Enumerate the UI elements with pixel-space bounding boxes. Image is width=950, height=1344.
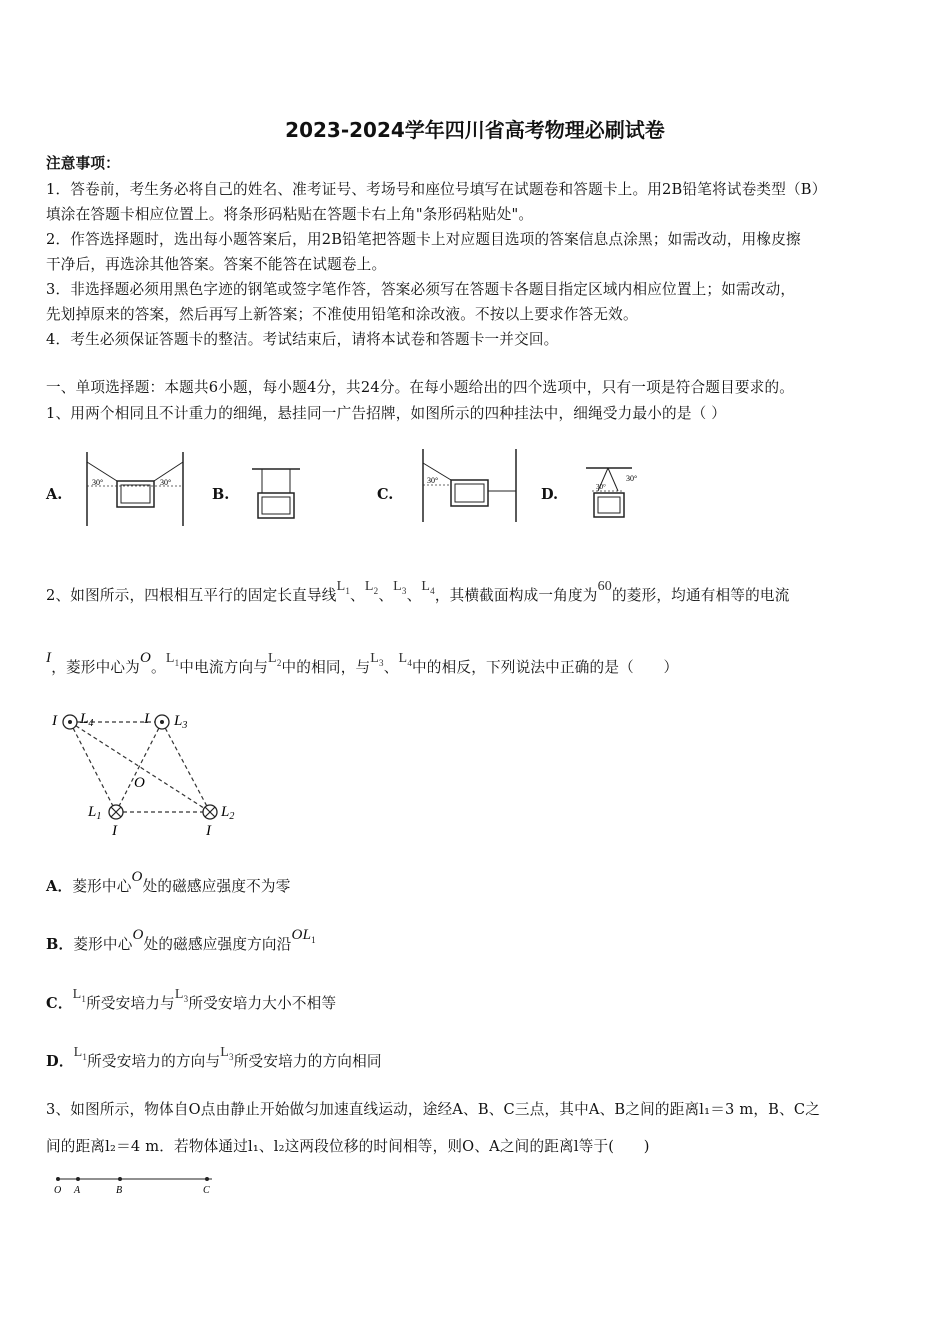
notice-line: 干净后，再选涂其他答案。答案不能答在试题卷上。 [46,256,387,273]
current-label: I [144,711,149,727]
q2-text: 2、如图所示，四根相互平行的固定长直导线 [46,587,337,604]
center-label: O [134,775,145,791]
notice-line: 1．答卷前，考生务必将自己的姓名、准考证号、考场号和座位号填写在试题卷和答题卡上。用2B铅笔将试卷类型（B） [46,181,827,198]
q1-option-c-label: C. [377,486,394,503]
question-1-stem: 1、用两个相同且不计重力的细绳，悬挂同一广告招牌，如图所示的四种挂法中，细绳受力最小的是（ ） [46,405,727,422]
notice-line: 先划掉原来的答案，然后再写上新答案；不准使用铅笔和涂改液。不按以上要求作答无效。 [46,306,638,323]
q2-text: 的菱形，均通有相等的电流 [611,587,790,604]
notice-line: 3．非选择题必须用黑色字迹的钢笔或签字笔作答，答案必须写在答题卡各题目指定区域内相应位置上；如需改动， [46,281,796,298]
current-symbol: I [46,650,52,666]
angle-label: 30° [596,483,606,491]
q2-option-d: D．$L_1$所受安培力的方向与$L_3$所受安培力的方向相同 [46,1045,382,1070]
question-2-stem-line1: 2、如图所示，四根相互平行的固定长直导线$L_1$、$L_2$、$L_3$、$L_4$，其横截面构成一角度为60的菱形，均通有相等的电流 [46,579,790,604]
notice-line: 填涂在答题卡相应位置上。将条形码粘贴在答题卡右上角"条形码粘贴处"。 [46,206,534,223]
q1-option-d-label: D. [541,486,559,503]
wire-symbol: $L_1$ [165,651,180,668]
wire-symbol: $L_4$ [421,579,435,596]
wire-label-l4: $L_4$ [80,711,94,729]
q2-text: 中电流方向与 [179,659,269,676]
angle-label: 30° [427,476,439,485]
section-heading: 一、单项选择题：本题共6小题，每小题4分，共24分。在每小题给出的四个选项中，只有一项是符合题目要求的。 [46,379,795,396]
current-label: I [206,823,211,838]
point-label: A [74,1185,81,1196]
angle-label: 30° [160,478,172,487]
q2-text: 中的相反，下列说法中正确的是（ ） [412,659,679,676]
q2-text: 中的相同，与 [281,659,371,676]
q2-option-a: A．菱形中心O处的磁感应强度不为零 [46,869,291,895]
wire-symbol: $L_2$ [364,579,379,596]
wire-symbol: $L_1$ [73,1045,88,1062]
notice-line: 4．考生必须保证答题卡的整洁。考试结束后，请将本试卷和答题卡一并交回。 [46,331,559,348]
point-label: O [54,1185,62,1196]
current-label: I [112,823,117,838]
angle-label: 30° [626,474,638,483]
question-3-stem-line1: 3、如图所示，物体自O点由静止开始做匀加速直线运动，途经A、B、C三点，其中A、B之间的距离l₁＝3 m，B、C之 [46,1101,821,1118]
q3-line-figure [50,1172,220,1198]
wire-symbol: $L_2$ [268,651,282,668]
wire-symbol: $L_1$ [336,579,351,596]
q2-text: ，菱形中心为 [51,659,140,676]
direction-symbol: $OL_1$ [291,927,316,945]
wire-symbol: $L_3$ [174,987,189,1004]
q2-text: ，其横截面构成一角度为 [434,587,598,604]
angle-value: 60 [597,579,612,594]
wire-symbol: $L_3$ [393,579,407,596]
q1-figure-c [420,446,520,524]
q1-option-b-label: B. [212,486,230,503]
wire-symbol: $L_3$ [220,1045,234,1062]
q2-option-c: C．$L_1$所受安培力与$L_3$所受安培力大小不相等 [46,987,337,1012]
notice-heading: 注意事项： [46,155,120,172]
wire-label-l3: $L_3$ [174,713,188,731]
question-3-stem-line2: 间的距离l₂＝4 m．若物体通过l₁、l₂这两段位移的时间相等，则O、A之间的距离l等于( ) [46,1138,650,1155]
wire-label-l1: $L_1$ [88,804,102,822]
question-2-stem-line2: I，菱形中心为O。$L_1$中电流方向与$L_2$中的相同，与$L_3$、$L_4$中的相反，下列说法中正确的是（ ） [46,650,679,676]
q2-option-b: B．菱形中心O处的磁感应强度方向沿$OL_1$ [46,927,316,953]
q1-figure-b [250,466,302,522]
q1-figure-d [582,464,652,524]
notice-line: 2．作答选择题时，选出每小题答案后，用2B铅笔把答题卡上对应题目选项的答案信息点涂黑；如需改动，用橡皮擦 [46,231,801,248]
wire-symbol: $L_3$ [370,651,384,668]
center-symbol: O [132,927,144,943]
current-label: I [52,713,57,729]
point-label: C [203,1185,210,1196]
center-symbol: O [131,869,143,885]
q2-rhombus-figure [50,704,250,838]
point-label: B [116,1185,123,1196]
q1-figure-a [84,448,188,528]
wire-label-l2: $L_2$ [221,804,235,822]
page-title: 2023-2024学年四川省高考物理必刷试卷 [285,118,665,142]
center-symbol: O [139,650,152,666]
wire-symbol: $L_1$ [72,987,87,1004]
angle-label: 30° [92,478,104,487]
q1-option-a-label: A. [46,486,63,503]
wire-symbol: $L_4$ [398,651,413,668]
